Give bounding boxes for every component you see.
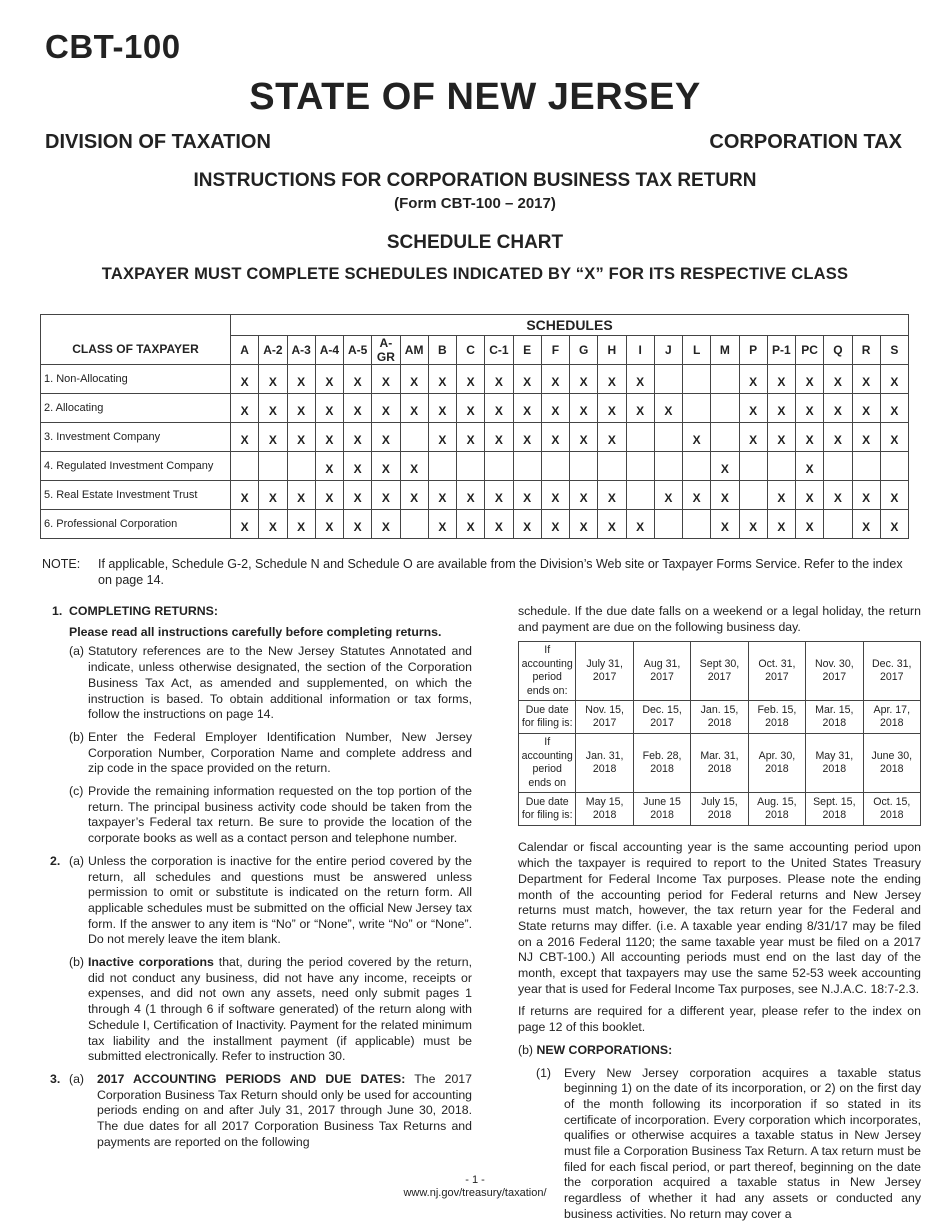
- schedule-mark: X: [598, 423, 626, 452]
- schedule-mark: [739, 481, 767, 510]
- schedule-mark: [513, 452, 541, 481]
- schedule-mark: X: [541, 481, 569, 510]
- schedule-mark: X: [852, 510, 880, 539]
- due-row: [519, 642, 921, 701]
- schedule-mark: [683, 365, 711, 394]
- schedule-mark: [683, 452, 711, 481]
- schedule-mark: X: [344, 423, 372, 452]
- schedule-mark: X: [287, 423, 315, 452]
- schedule-mark: X: [683, 423, 711, 452]
- paragraph-1c: [69, 784, 472, 847]
- schedule-mark: X: [400, 481, 428, 510]
- schedule-mark: [880, 452, 908, 481]
- schedule-mark: X: [287, 510, 315, 539]
- schedule-mark: X: [457, 423, 485, 452]
- schedule-mark: X: [880, 510, 908, 539]
- schedule-mark: X: [598, 365, 626, 394]
- schedule-mark: X: [344, 365, 372, 394]
- schedule-mark: X: [231, 481, 259, 510]
- schedule-mark: X: [428, 394, 456, 423]
- schedule-mark: X: [259, 394, 287, 423]
- schedule-mark: [598, 452, 626, 481]
- schedule-mark: [654, 510, 682, 539]
- para-text: Unless the corporation is inactive for the entire period covered by the return, all schedules and questions must be answered unless permission to omit or substitute is indicated on the return form. All applicable schedules must be submitted on the official New Jersey tax form. If the answer to any item is “No” or “None”, write “No” or “None”. Do not merely leave the item blank.: [88, 853, 472, 947]
- form-version-note: (Form CBT-100 – 2017): [394, 195, 556, 212]
- schedule-mark: X: [739, 423, 767, 452]
- schedule-mark: X: [767, 481, 795, 510]
- note-label: NOTE:: [42, 557, 81, 571]
- schedule-mark: [767, 452, 795, 481]
- schedule-mark: X: [570, 481, 598, 510]
- schedule-mark: X: [372, 394, 400, 423]
- due-row-label: If accounting period ends on:: [519, 642, 576, 701]
- schedule-mark: X: [739, 510, 767, 539]
- due-row-label: If accounting period ends on: [519, 734, 576, 793]
- table-row: [41, 481, 909, 510]
- schedule-mark: X: [259, 423, 287, 452]
- schedule-mark: [485, 452, 513, 481]
- schedule-mark: X: [428, 423, 456, 452]
- paragraph-b1: [536, 1066, 921, 1223]
- schedule-mark: X: [852, 423, 880, 452]
- schedule-mark: [654, 365, 682, 394]
- due-cell: Nov. 30, 2017: [806, 642, 863, 701]
- due-row: [519, 734, 921, 793]
- calendar-paragraph: Calendar or fiscal accounting year is the same accounting period upon which the taxpayer is required to report to the United States Treasury Department for Federal Income Tax purposes. Please note the ending month of the accounting period for Federal returns and New Jersey returns must match, however, the tax return year for the Federal and State returns may differ. (i.e. A taxable year ending 8/31/17 may be filed on a 2016 Federal 1120; the same taxable year must be filed on a 2017 NJ CBT-100.) All accounting periods must end on the last day of the month, except that taxpayers may use the same 52-53 week accounting year that is used for Federal Income Tax purposes, see N.J.A.C. 18:7-2.3.: [518, 840, 921, 996]
- schedule-mark: X: [880, 423, 908, 452]
- schedule-mark: X: [824, 481, 852, 510]
- due-row-label: Due date for filing is:: [519, 701, 576, 734]
- schedule-mark: X: [541, 394, 569, 423]
- schedule-mark: X: [259, 510, 287, 539]
- para-text-rest: The 2017 Corporation Business Tax Return should only be used for accounting periods ending on and after July 31, 2017 through June 30, 2018. The due dates for all 2017 Corporation Business Tax Returns and payments are reported on the following: [97, 1071, 472, 1149]
- due-cell: Aug. 15, 2018: [748, 793, 805, 826]
- para-label: (a): [69, 644, 85, 659]
- schedule-column-header: G: [570, 336, 598, 365]
- taxpayer-class-label: 4. Regulated Investment Company: [41, 452, 231, 481]
- schedule-column-header: H: [598, 336, 626, 365]
- continued-text: schedule. If the due date falls on a weekend or a legal holiday, the return and payment are due on the following business day.: [518, 604, 921, 634]
- schedule-mark: X: [231, 394, 259, 423]
- section-title: COMPLETING RETURNS:: [69, 604, 218, 618]
- schedule-mark: X: [344, 452, 372, 481]
- table-row: [41, 510, 909, 539]
- schedule-mark: [259, 452, 287, 481]
- schedule-mark: X: [315, 452, 343, 481]
- section-number: 1.: [52, 604, 63, 618]
- due-cell: May 15, 2018: [576, 793, 633, 826]
- accounting-periods-title: 2017 ACCOUNTING PERIODS AND DUE DATES:: [97, 1071, 406, 1086]
- due-cell: Apr. 30, 2018: [748, 734, 805, 793]
- schedule-mark: [400, 423, 428, 452]
- schedule-mark: X: [428, 510, 456, 539]
- schedule-column-header: A-3: [287, 336, 315, 365]
- schedule-mark: X: [259, 481, 287, 510]
- due-cell: Jan. 15, 2018: [691, 701, 748, 734]
- read-instructions: Please read all instructions carefully before completing returns.: [69, 624, 442, 639]
- schedule-mark: X: [344, 481, 372, 510]
- schedule-column-header: P: [739, 336, 767, 365]
- para-text: [97, 1072, 472, 1151]
- para-text: Provide the remaining information requested on the top portion of the return. The principal business activity code should be taken from the taxpayer’s Federal tax return. Be sure to provide the location of the corporate books as well as a contact person and telephone number.: [88, 784, 472, 846]
- section-number: 3.: [50, 1071, 61, 1086]
- schedule-mark: X: [372, 510, 400, 539]
- due-cell: July 31, 2017: [576, 642, 633, 701]
- paragraph-2a: [69, 854, 472, 948]
- due-cell: Dec. 15, 2017: [633, 701, 690, 734]
- schedule-mark: X: [541, 423, 569, 452]
- schedule-mark: X: [344, 510, 372, 539]
- schedule-mark: X: [372, 423, 400, 452]
- note: [42, 556, 912, 588]
- paragraph-1b: [69, 730, 472, 777]
- chart-title: SCHEDULE CHART: [386, 232, 564, 253]
- schedule-mark: [626, 452, 654, 481]
- para-text: Statutory references are to the New Jersey Statutes Annotated and indicate, unless otherwise designated, the section of the Corporation Business Tax Act, as amended and supplemented, on which the instruction is based. To obtain additional information or tax forms, follow the instructions on page 14.: [88, 644, 472, 722]
- due-cell: Nov. 15, 2017: [576, 701, 633, 734]
- schedule-column-header: I: [626, 336, 654, 365]
- para-label: (a): [69, 1071, 85, 1086]
- schedule-mark: X: [400, 365, 428, 394]
- schedule-mark: X: [796, 452, 824, 481]
- paragraph-3a: [69, 1072, 472, 1151]
- schedule-mark: X: [739, 365, 767, 394]
- para-label: (b): [518, 1042, 534, 1057]
- due-cell: Feb. 28, 2018: [633, 734, 690, 793]
- due-cell: Oct. 31, 2017: [748, 642, 805, 701]
- schedule-mark: X: [315, 510, 343, 539]
- due-cell: May 31, 2018: [806, 734, 863, 793]
- schedule-mark: X: [570, 510, 598, 539]
- schedule-mark: X: [796, 481, 824, 510]
- due-cell: Sept. 15, 2018: [806, 793, 863, 826]
- instructions-title: INSTRUCTIONS FOR CORPORATION BUSINESS TAX RETURN: [193, 170, 757, 191]
- schedule-column-header: M: [711, 336, 739, 365]
- schedule-mark: X: [428, 481, 456, 510]
- schedule-mark: X: [457, 365, 485, 394]
- schedule-mark: X: [626, 365, 654, 394]
- schedule-mark: X: [541, 510, 569, 539]
- schedule-mark: [428, 452, 456, 481]
- schedule-mark: X: [880, 481, 908, 510]
- schedule-mark: X: [231, 423, 259, 452]
- schedule-mark: X: [852, 481, 880, 510]
- schedule-mark: [457, 452, 485, 481]
- schedule-mark: X: [513, 394, 541, 423]
- schedule-mark: X: [513, 510, 541, 539]
- right-column: [518, 604, 921, 1230]
- schedule-mark: X: [824, 365, 852, 394]
- schedule-column-header: A-4: [315, 336, 343, 365]
- schedule-column-header: S: [880, 336, 908, 365]
- due-cell: Jan. 31, 2018: [576, 734, 633, 793]
- schedule-mark: X: [344, 394, 372, 423]
- table-row: [41, 423, 909, 452]
- division-label: DIVISION OF TAXATION: [45, 131, 271, 153]
- different-year-paragraph: If returns are required for a different year, please refer to the index on page 12 of this booklet.: [518, 1004, 921, 1035]
- note-text: If applicable, Schedule G-2, Schedule N and Schedule O are available from the Division’s Web site or Taxpayer Forms Service. Refer to the index on page 14.: [98, 557, 903, 587]
- taxpayer-class-label: 3. Investment Company: [41, 423, 231, 452]
- taxpayer-class-label: 5. Real Estate Investment Trust: [41, 481, 231, 510]
- table-row: [41, 452, 909, 481]
- page-number: - 1 -: [465, 1174, 485, 1186]
- due-row-label: Due date for filing is:: [519, 793, 576, 826]
- schedule-mark: X: [796, 423, 824, 452]
- schedule-mark: X: [513, 481, 541, 510]
- schedule-mark: X: [513, 365, 541, 394]
- schedule-mark: [570, 452, 598, 481]
- schedule-mark: X: [711, 481, 739, 510]
- schedule-mark: X: [880, 394, 908, 423]
- schedule-column-header: A: [231, 336, 259, 365]
- schedule-mark: X: [824, 394, 852, 423]
- schedule-mark: X: [259, 365, 287, 394]
- schedule-mark: X: [767, 510, 795, 539]
- schedule-mark: X: [372, 452, 400, 481]
- schedule-mark: X: [654, 394, 682, 423]
- para-text: Enter the Federal Employer Identification Number, New Jersey Corporation Number, Corporation Name and complete address and zip code in the space provided on the return.: [88, 729, 472, 776]
- schedule-mark: X: [626, 510, 654, 539]
- form-id: CBT-100: [45, 28, 181, 65]
- inactive-corporations-term: Inactive corporations: [88, 955, 214, 970]
- schedule-mark: X: [739, 394, 767, 423]
- schedule-mark: X: [315, 394, 343, 423]
- schedule-mark: [683, 394, 711, 423]
- paragraph-2b: [69, 955, 472, 1065]
- schedule-mark: X: [287, 481, 315, 510]
- schedule-mark: X: [824, 423, 852, 452]
- schedule-mark: [626, 423, 654, 452]
- schedule-mark: X: [570, 365, 598, 394]
- schedule-mark: X: [796, 365, 824, 394]
- schedule-mark: X: [767, 423, 795, 452]
- schedule-mark: X: [485, 423, 513, 452]
- schedule-mark: X: [400, 394, 428, 423]
- tax-type-label: CORPORATION TAX: [709, 131, 902, 153]
- schedule-mark: [824, 510, 852, 539]
- para-text: Every New Jersey corporation acquires a taxable status beginning 1) on the date of its incorporation, or 2) on the first day of the month following its incorporation if so stated in its certificate of incorporation. Every corporation which incorporates, qualifies or otherwise acquires a taxable status in New Jersey must file a Corporation Business Tax Return. A tax return must be filed for each fiscal period, or part thereof, beginning on the date the corporation acquired a taxable status in New Jersey regardless of whether it had any assets or conducted any business activities. No return may cover a: [564, 1065, 921, 1221]
- schedule-mark: X: [287, 394, 315, 423]
- due-cell: Mar. 31, 2018: [691, 734, 748, 793]
- schedule-mark: [626, 481, 654, 510]
- footer-url[interactable]: www.nj.gov/treasury/taxation/: [403, 1187, 547, 1199]
- schedule-mark: [824, 452, 852, 481]
- schedule-column-header: PC: [796, 336, 824, 365]
- schedule-mark: X: [485, 481, 513, 510]
- schedule-mark: X: [711, 452, 739, 481]
- schedule-column-header: F: [541, 336, 569, 365]
- schedule-chart-table: [40, 314, 909, 539]
- para-text-rest: that, during the period covered by the return, did not conduct any business, did not have any income, receipts or expenses, and did not own any assets, need only submit pages 1 through 4 (1 through 6 if software generated) of the return along with Schedule I, Certification of Inactivity. Payment for the related minimum tax liability and the installment payment (if applicable) must be submitted electronically. Refer to instruction 30.: [88, 955, 472, 1064]
- schedule-mark: X: [570, 423, 598, 452]
- schedule-column-header: A-2: [259, 336, 287, 365]
- schedule-mark: X: [711, 510, 739, 539]
- due-cell: Dec. 31, 2017: [863, 642, 920, 701]
- schedule-mark: [683, 510, 711, 539]
- schedule-column-header: R: [852, 336, 880, 365]
- schedule-mark: X: [541, 365, 569, 394]
- due-cell: Mar. 15, 2018: [806, 701, 863, 734]
- due-cell: Apr. 17, 2018: [863, 701, 920, 734]
- schedule-column-header: E: [513, 336, 541, 365]
- schedule-mark: X: [457, 481, 485, 510]
- due-row: [519, 793, 921, 826]
- schedule-mark: X: [231, 365, 259, 394]
- class-of-taxpayer-header: CLASS OF TAXPAYER: [41, 315, 231, 365]
- schedule-column-header: AM: [400, 336, 428, 365]
- schedule-mark: [541, 452, 569, 481]
- due-cell: Oct. 15, 2018: [863, 793, 920, 826]
- due-cell: Aug 31, 2017: [633, 642, 690, 701]
- schedule-mark: X: [428, 365, 456, 394]
- schedule-mark: X: [852, 394, 880, 423]
- schedule-mark: X: [570, 394, 598, 423]
- section-2: [50, 854, 472, 1065]
- schedule-mark: X: [796, 510, 824, 539]
- schedule-mark: [654, 452, 682, 481]
- schedule-mark: X: [485, 394, 513, 423]
- schedule-column-header: Q: [824, 336, 852, 365]
- table-row: [41, 394, 909, 423]
- schedule-mark: [739, 452, 767, 481]
- schedule-mark: X: [372, 481, 400, 510]
- section-number: 2.: [50, 853, 61, 868]
- schedule-column-header: B: [428, 336, 456, 365]
- taxpayer-class-label: 2. Allocating: [41, 394, 231, 423]
- schedule-mark: X: [457, 394, 485, 423]
- schedule-mark: [231, 452, 259, 481]
- due-cell: June 15 2018: [633, 793, 690, 826]
- schedule-mark: [711, 365, 739, 394]
- new-corporations-heading: [518, 1043, 921, 1059]
- new-corporations-title: NEW CORPORATIONS:: [536, 1042, 673, 1057]
- due-date-table: [518, 641, 921, 826]
- schedule-mark: X: [485, 365, 513, 394]
- schedule-mark: X: [400, 452, 428, 481]
- schedule-mark: X: [287, 365, 315, 394]
- schedule-mark: [400, 510, 428, 539]
- schedule-mark: X: [513, 423, 541, 452]
- schedule-mark: X: [315, 423, 343, 452]
- schedule-column-header: C: [457, 336, 485, 365]
- due-cell: July 15, 2018: [691, 793, 748, 826]
- schedule-column-header: C-1: [485, 336, 513, 365]
- schedules-header: SCHEDULES: [231, 315, 909, 336]
- schedule-mark: X: [796, 394, 824, 423]
- para-text: [88, 955, 472, 1065]
- schedule-mark: X: [598, 510, 626, 539]
- schedule-mark: [852, 452, 880, 481]
- schedule-mark: X: [457, 510, 485, 539]
- schedule-mark: X: [315, 481, 343, 510]
- schedule-column-header: P-1: [767, 336, 795, 365]
- para-label: (1): [536, 1065, 552, 1080]
- due-cell: Sept 30, 2017: [691, 642, 748, 701]
- schedule-column-header: A-5: [344, 336, 372, 365]
- schedule-column-header: A-GR: [372, 336, 400, 365]
- paragraph-1a: [69, 644, 472, 723]
- schedule-column-header: L: [683, 336, 711, 365]
- schedule-mark: X: [767, 365, 795, 394]
- schedule-mark: [711, 423, 739, 452]
- left-column: [50, 604, 472, 1158]
- schedule-mark: [654, 423, 682, 452]
- table-row: [41, 365, 909, 394]
- due-cell: June 30, 2018: [863, 734, 920, 793]
- section-3: [50, 1072, 472, 1151]
- chart-subtitle: TAXPAYER MUST COMPLETE SCHEDULES INDICATED BY “X” FOR ITS RESPECTIVE CLASS: [101, 265, 849, 283]
- para-label: (c): [69, 784, 84, 799]
- section-1: [50, 604, 472, 847]
- page-title: STATE OF NEW JERSEY: [249, 76, 701, 118]
- para-label: (b): [69, 729, 85, 744]
- schedule-mark: X: [372, 365, 400, 394]
- schedule-mark: [711, 394, 739, 423]
- schedule-column-header: J: [654, 336, 682, 365]
- schedule-mark: X: [598, 394, 626, 423]
- schedule-mark: X: [767, 394, 795, 423]
- para-label: (b): [69, 955, 85, 970]
- schedule-mark: X: [315, 365, 343, 394]
- schedule-mark: X: [852, 365, 880, 394]
- due-row: [519, 701, 921, 734]
- schedule-mark: X: [231, 510, 259, 539]
- due-cell: Feb. 15, 2018: [748, 701, 805, 734]
- schedule-mark: [287, 452, 315, 481]
- taxpayer-class-label: 1. Non-Allocating: [41, 365, 231, 394]
- schedule-mark: X: [654, 481, 682, 510]
- para-label: (a): [69, 853, 85, 868]
- schedule-mark: X: [485, 510, 513, 539]
- schedule-mark: X: [880, 365, 908, 394]
- schedule-mark: X: [598, 481, 626, 510]
- schedule-mark: X: [683, 481, 711, 510]
- taxpayer-class-label: 6. Professional Corporation: [41, 510, 231, 539]
- schedule-mark: X: [626, 394, 654, 423]
